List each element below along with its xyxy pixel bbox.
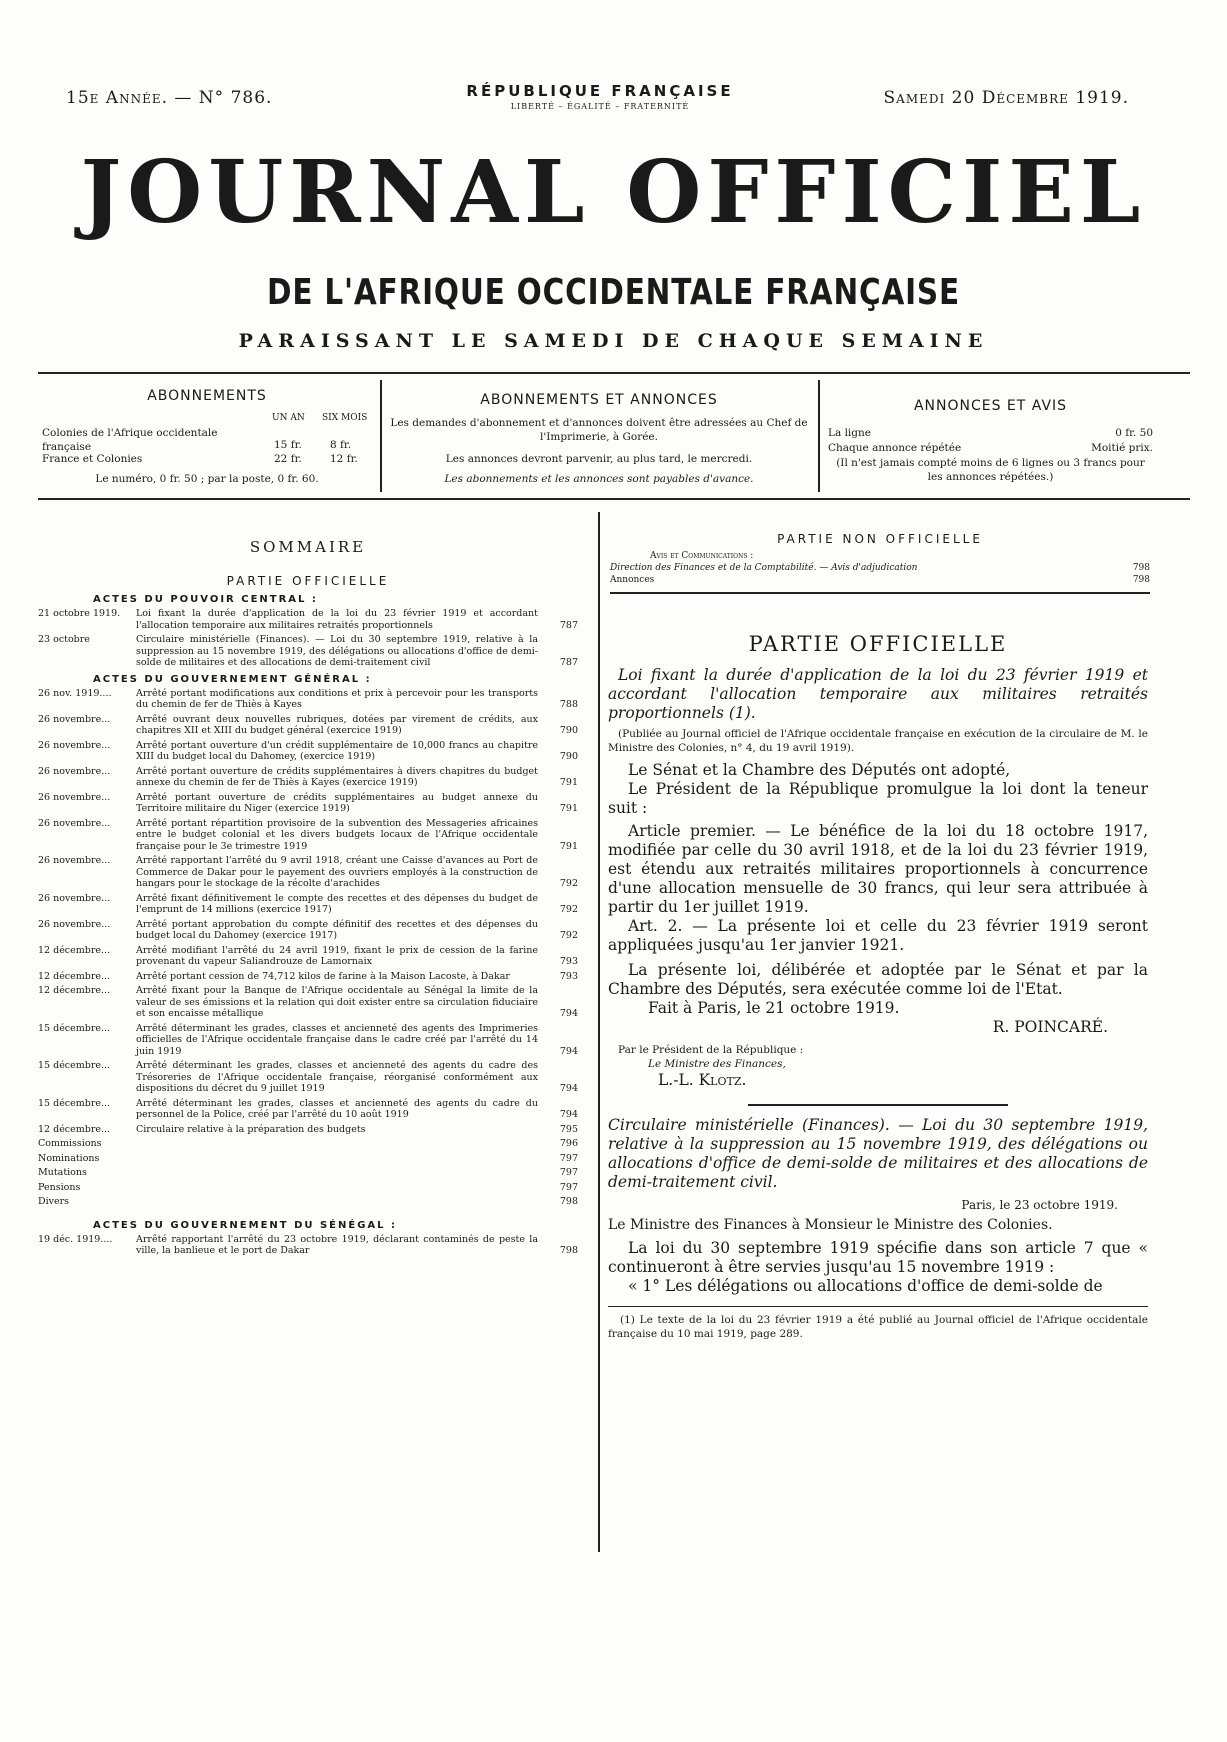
toc-date: 19 déc. 1919....	[38, 1233, 113, 1245]
ab-annonces-line3: Les abonnements et les annonces sont payables d'avance.	[444, 473, 754, 485]
toc-row	[38, 1167, 578, 1179]
toc-row	[38, 985, 578, 1020]
toc-text: Arrêté modifiant l'arrêté du 24 avril 1919, fixant le prix de cession de la farine provenant du vapeur Saliandrouze de Lamornaix	[136, 944, 538, 967]
fait-a-paris: Fait à Paris, le 21 octobre 1919.	[648, 999, 900, 1017]
col-un-an: UN AN	[272, 413, 305, 423]
toc-date: Mutations	[38, 1167, 87, 1178]
circulaire-heading: Circulaire ministérielle (Finances). — Loi du 30 septembre 1919, relative à la suppression au 15 novembre 1919, des délégations ou allocations d'office de demi-solde de militaires et des allocations de demi-traitement civil.	[608, 1116, 1148, 1191]
toc-text: Arrêté portant ouverture de crédits supplémentaires au budget annexe du Territoire militaire du Niger (exercice 1919)	[136, 791, 538, 814]
para-2: Le Président de la République promulgue la loi dont la teneur suit :	[608, 780, 1148, 817]
toc-text: Arrêté déterminant les grades, classes et ancienneté des agents des Imprimeries officielles de l'Afrique occidentale française dans le cadre créé par l'arrêté du 14 juin 1919	[136, 1022, 538, 1057]
toc-row	[38, 919, 578, 942]
issue-date: Samedi 20 Décembre 1919.	[883, 88, 1129, 108]
toc-row	[38, 1182, 578, 1194]
ministre-finances: Le Ministre des Finances,	[648, 1058, 786, 1070]
toc-row	[38, 1234, 578, 1257]
toc-list-3	[38, 1234, 578, 1257]
masthead-tagline: PARAISSANT LE SAMEDI DE CHAQUE SEMAINE	[238, 330, 989, 352]
toc-page: 791	[559, 840, 578, 852]
box-divider-1	[380, 380, 382, 492]
toc-text: Arrêté fixant pour la Banque de l'Afrique occidentale au Sénégal la limite de la valeur de ses émissions et la relation qui doit exister entre sa circulation fiduciaire et son encaisse métallique	[136, 985, 538, 1019]
non-off-line2-page: 798	[1132, 575, 1150, 585]
toc-date: 26 novembre...	[38, 765, 111, 777]
masthead-subtitle: DE L'AFRIQUE OCCIDENTALE FRANÇAISE	[266, 272, 961, 313]
footnote: (1) Le texte de la loi du 23 février 1919 a été publié au Journal officiel de l'Afrique occidentale française du 10 mai 1919, page 289.	[608, 1314, 1148, 1340]
grp-pouvoir-central: ACTES DU POUVOIR CENTRAL :	[93, 594, 318, 605]
toc-row	[38, 1023, 578, 1058]
ministre-line: Le Ministre des Finances à Monsieur le Ministre des Colonies.	[608, 1217, 1053, 1233]
non-officielle-section	[610, 532, 1150, 594]
toc-page: 794	[559, 1083, 578, 1094]
toc-text: Arrêté fixant définitivement le compte des recettes et des dépenses du budget de l'emprunt de 14 millions (exercice 1917)	[136, 892, 538, 915]
annonces-avis-title: ANNONCES ET AVIS	[913, 398, 1068, 414]
toc-page: 791	[559, 777, 578, 788]
toc-page: 787	[559, 619, 578, 631]
grp-gouvernement-senegal: ACTES DU GOUVERNEMENT DU SÉNÉGAL :	[93, 1219, 398, 1231]
toc-text: Arrêté portant ouverture d'un crédit supplémentaire de 10,000 francs au chapitre XIII du budget local du Dahomey, (exercice 1919)	[136, 739, 538, 762]
toc-date: 26 novembre...	[38, 739, 111, 751]
signature-poincare: R. POINCARÉ.	[992, 1018, 1108, 1036]
box-bottom-rule	[38, 498, 1190, 500]
toc-date: 21 octobre 1919.	[38, 608, 121, 619]
ligne-price: 0 fr. 50	[1115, 427, 1153, 439]
toc-row	[38, 634, 578, 669]
toc-row	[38, 608, 578, 631]
toc-date: 12 décembre...	[38, 1123, 111, 1135]
toc-text: Arrêté ouvrant deux nouvelles rubriques, dotées par virement de crédits, aux chapitres XII et XIII du budget général (exercice 1919)	[136, 713, 538, 736]
col-six-mois: SIX MOIS	[322, 413, 368, 423]
non-off-rule	[610, 592, 1150, 594]
toc-row	[38, 1196, 578, 1208]
toc-row	[38, 855, 578, 890]
issue-number: 15e Année. — N° 786.	[66, 88, 273, 108]
toc-date: 26 nov. 1919....	[38, 687, 112, 699]
toc-page: 792	[559, 930, 578, 941]
toc-text: Arrêté portant ouverture de crédits supplémentaires à divers chapitres du budget annexe du chemin de fer de Thiès à Kayes (exercice 1919)	[136, 765, 538, 788]
toc-text	[136, 1153, 538, 1165]
non-off-line1-page: 798	[1132, 563, 1150, 573]
separator-rule	[748, 1104, 1008, 1106]
row1-label: Colonies de l'Afrique occidentale française	[42, 427, 218, 453]
toc-date: 15 décembre...	[38, 1097, 111, 1109]
toc-row	[38, 1138, 578, 1150]
toc-row	[38, 945, 578, 968]
publiee-note: (Publiée au Journal officiel de l'Afrique occidentale française en exécution de la circulaire de M. le Ministre des Colonies, n° 4, du 19 avril 1919).	[608, 728, 1148, 754]
row2-six: 12 fr.	[330, 453, 358, 465]
toc-text	[136, 1182, 538, 1194]
toc-page: 794	[559, 1045, 578, 1057]
toc-date: 23 octobre	[38, 634, 90, 645]
column-divider	[598, 512, 600, 1552]
repete-label: Chaque annonce répétée	[828, 442, 962, 454]
repete-price: Moitié prix.	[1091, 442, 1153, 454]
paris-date: Paris, le 23 octobre 1919.	[961, 1198, 1118, 1212]
toc-text: Arrêté rapportant l'arrêté du 23 octobre 1919, déclarant contaminés de peste la ville, la banlieue et le port de Dakar	[136, 1233, 538, 1256]
toc-page: 793	[559, 970, 578, 982]
toc-date: 12 décembre...	[38, 985, 111, 996]
masthead-title: JOURNAL OFFICIEL	[80, 142, 1147, 243]
toc-text: Circulaire relative à la préparation des budgets	[136, 1123, 366, 1135]
box-divider-2	[818, 380, 820, 492]
abonnements-box	[42, 388, 372, 486]
toc-row	[38, 818, 578, 853]
toc-text: Arrêté déterminant les grades, classes et ancienneté des agents du cadre du personnel de la Police, créé par l'arrêté du 10 août 1919	[136, 1097, 538, 1120]
toc-page: 790	[559, 725, 578, 736]
toc-text	[136, 1167, 538, 1179]
non-off-line2: Annonces	[610, 575, 655, 585]
toc-row	[38, 971, 578, 983]
abonnements-title: ABONNEMENTS	[147, 388, 267, 404]
row2-an: 22 fr.	[274, 453, 302, 465]
toc-row	[38, 740, 578, 763]
toc-page: 798	[559, 1196, 578, 1207]
toc-row	[38, 893, 578, 916]
para-3: Article premier. — Le bénéfice de la loi du 18 octobre 1917, modifiée par celle du 30 avril 1918, et de la loi du 23 février 1919, est étendu aux retraités militaires proportionnels à concurrence d'une allocation mensuelle de 30 francs, qui leur sera attribuée à partir du 1er juillet 1919.	[608, 822, 1148, 916]
republique-label: RÉPUBLIQUE FRANÇAISE	[466, 82, 734, 100]
para-6: La loi du 30 septembre 1919 spécifie dans son article 7 que « continueront à être servies jusqu'au 15 novembre 1919 :	[608, 1239, 1148, 1276]
toc-page: 793	[559, 956, 578, 967]
toc-date: 26 novembre...	[38, 892, 111, 904]
ab-annonces-title: ABONNEMENTS ET ANNONCES	[480, 392, 718, 408]
signature-klotz: L.-L. Klotz.	[658, 1071, 747, 1089]
toc-page: 795	[559, 1123, 578, 1135]
toc-date: 26 novembre...	[38, 713, 111, 725]
toc-text	[136, 1138, 538, 1150]
avis-communications: Avis et Communications :	[650, 551, 754, 561]
republic-header	[400, 82, 800, 111]
toc-date: Commissions	[38, 1138, 102, 1149]
toc-date: 26 novembre...	[38, 791, 111, 803]
toc-page: 798	[559, 1245, 578, 1256]
toc-text: Arrêté déterminant les grades, classes et ancienneté des agents du cadre des Trésoreries de l'Afrique occidentale française, réorganisé conformément aux dispositions du décret du 9 juillet 1919	[136, 1060, 538, 1094]
toc-row	[38, 1124, 578, 1136]
toc-page: 791	[559, 803, 578, 814]
toc-text: Arrêté portant approbation du compte définitif des recettes et des dépenses du budget local du Dahomey (exercice 1917)	[136, 918, 538, 941]
footnote-rule	[608, 1306, 1148, 1307]
toc-page: 794	[559, 1008, 578, 1019]
toc-text: Arrêté portant modifications aux conditions et prix à percevoir pour les transports du chemin de fer de Thiès à Kayes	[136, 687, 538, 710]
toc-row	[38, 1153, 578, 1165]
toc-text: Circulaire ministérielle (Finances). — Loi du 30 septembre 1919, relative à la suppression au 15 novembre 1919, des délégations ou allocations d'office de demi-solde de militaires et des allocations de demi-traitement civil	[136, 634, 538, 668]
toc-page: 787	[559, 657, 578, 668]
annonces-avis-box	[828, 398, 1153, 484]
para-7: « 1° Les délégations ou allocations d'office de demi-solde de	[628, 1277, 1103, 1295]
non-off-line1: Direction des Finances et de la Comptabilité. — Avis d'adjudication	[610, 563, 918, 573]
toc-page: 797	[559, 1167, 578, 1178]
toc-page: 794	[559, 1109, 578, 1120]
row1-six: 8 fr.	[330, 439, 352, 451]
par-le-president: Par le Président de la République :	[618, 1044, 804, 1056]
toc-page: 796	[559, 1138, 578, 1149]
row1-an: 15 fr.	[274, 439, 302, 451]
article-column	[608, 632, 1148, 1341]
devise: LIBERTÉ – ÉGALITÉ – FRATERNITÉ	[510, 102, 690, 111]
toc-text: Arrêté portant cession de 74,712 kilos de farine à la Maison Lacoste, à Dakar	[136, 970, 510, 982]
toc-row	[38, 714, 578, 737]
sommaire-column	[38, 538, 578, 1260]
abonnements-annonces-box	[390, 392, 808, 486]
annonces-note: (Il n'est jamais compté moins de 6 lignes ou 3 francs pour les annonces répétées.)	[836, 457, 1145, 483]
toc-page: 792	[559, 878, 578, 889]
toc-page: 788	[559, 699, 578, 710]
toc-date: 12 décembre...	[38, 970, 111, 982]
toc-text: Arrêté portant répartition provisoire de la subvention des Messageries africaines entre le budget colonial et les divers budgets locaux de l'Afrique occidentale française pour le 3e trimestre 1919	[136, 817, 538, 852]
top-rule	[38, 372, 1190, 374]
sommaire-title: SOMMAIRE	[249, 538, 367, 556]
toc-date: 12 décembre...	[38, 944, 111, 956]
non-officielle-title: PARTIE NON OFFICIELLE	[777, 532, 983, 546]
toc-row	[38, 688, 578, 711]
toc-page: 797	[559, 1181, 578, 1193]
ligne-label: La ligne	[828, 427, 871, 439]
toc-row	[38, 1060, 578, 1095]
numero-price: Le numéro, 0 fr. 50 ; par la poste, 0 fr. 60.	[95, 473, 319, 485]
toc-text	[136, 1196, 538, 1208]
toc-list-2	[38, 688, 578, 1208]
toc-text: Loi fixant la durée d'application de la loi du 23 février 1919 et accordant l'allocation temporaire aux militaires retraités proportionnels	[136, 608, 538, 631]
para-1: Le Sénat et la Chambre des Députés ont adopté,	[628, 761, 1011, 779]
ab-annonces-line2: Les annonces devront parvenir, au plus tard, le mercredi.	[445, 453, 753, 465]
toc-row	[38, 1098, 578, 1121]
toc-row	[38, 792, 578, 815]
toc-date: Nominations	[38, 1152, 100, 1164]
toc-row	[38, 766, 578, 789]
toc-date: 15 décembre...	[38, 1060, 111, 1071]
toc-date: 26 novembre...	[38, 817, 111, 829]
ab-annonces-line1: Les demandes d'abonnement et d'annonces doivent être adressées au Chef de l'Imprimerie, à Gorée.	[390, 417, 808, 443]
loi-heading: Loi fixant la durée d'application de la loi du 23 février 1919 et accordant l'allocation temporaire aux militaires retraités proportionnels (1).	[608, 666, 1148, 722]
para-5: La présente loi, délibérée et adoptée par le Sénat et par la Chambre des Députés, sera exécutée comme loi de l'Etat.	[608, 961, 1148, 998]
toc-date: Pensions	[38, 1181, 81, 1193]
row2-label: France et Colonies	[42, 453, 143, 465]
toc-page: 797	[559, 1152, 578, 1164]
toc-page: 792	[559, 904, 578, 915]
sommaire-partie: PARTIE OFFICIELLE	[226, 574, 390, 588]
toc-date: 26 novembre...	[38, 918, 111, 930]
toc-page: 790	[559, 751, 578, 762]
toc-date: 26 novembre...	[38, 855, 111, 866]
toc-date: Divers	[38, 1196, 70, 1207]
toc-list-1	[38, 608, 578, 669]
para-4: Art. 2. — La présente loi et celle du 23 février 1919 seront appliquées jusqu'au 1er janvier 1921.	[608, 917, 1148, 954]
toc-date: 15 décembre...	[38, 1022, 111, 1034]
grp-gouvernement-general: ACTES DU GOUVERNEMENT GÉNÉRAL :	[93, 673, 372, 685]
partie-officielle-title: PARTIE OFFICIELLE	[748, 632, 1008, 656]
toc-text: Arrêté rapportant l'arrêté du 9 avril 1918, créant une Caisse d'avances au Port de Commerce de Dakar pour le payement des ouvriers employés à la construction de hangars pour le stockage de la récolte d'arachides	[136, 855, 538, 889]
